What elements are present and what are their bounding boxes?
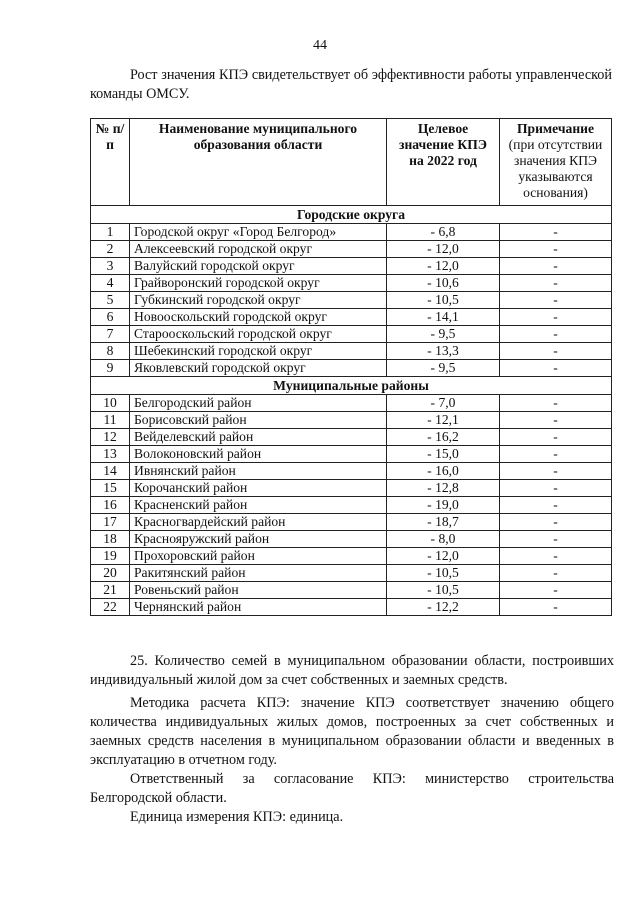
section-title: Муниципальные районы (91, 377, 612, 395)
row-target-value: - 7,0 (387, 395, 500, 412)
row-name: Новооскольский городской округ (130, 309, 387, 326)
row-name: Красногвардейский район (130, 514, 387, 531)
page-number: 44 (313, 38, 327, 53)
row-number: 18 (91, 531, 130, 548)
table-row (91, 395, 612, 412)
row-number: 3 (91, 258, 130, 275)
row-number: 16 (91, 497, 130, 514)
row-target-value: - 12,0 (387, 548, 500, 565)
row-number: 11 (91, 412, 130, 429)
row-note: - (500, 292, 612, 309)
row-note: - (500, 429, 612, 446)
row-note: - (500, 395, 612, 412)
row-target-value: - 19,0 (387, 497, 500, 514)
table-row (91, 224, 612, 241)
row-number: 12 (91, 429, 130, 446)
table-row (91, 446, 612, 463)
row-name: Старооскольский городской округ (130, 326, 387, 343)
footer-methodology: Методика расчета КПЭ: значение КПЭ соответствует значению общего количества индивидуальных жилых домов, построенных за счет собственных и заемных средств населения в муниципальном образовании области и введенных в эксплуатацию в отчетном году. (90, 695, 614, 768)
footer-responsible: Ответственный за согласование КПЭ: министерство строительства Белгородской области. (90, 771, 614, 806)
row-number: 14 (91, 463, 130, 480)
row-name: Городской округ «Город Белгород» (130, 224, 387, 241)
row-note: - (500, 599, 612, 616)
row-name: Яковлевский городской округ (130, 360, 387, 377)
row-name: Белгородский район (130, 395, 387, 412)
row-number: 17 (91, 514, 130, 531)
table-row (91, 599, 612, 616)
intro-paragraph (90, 66, 612, 104)
row-name: Алексеевский городской округ (130, 241, 387, 258)
row-number: 13 (91, 446, 130, 463)
table-row (91, 412, 612, 429)
row-note: - (500, 480, 612, 497)
row-note: - (500, 326, 612, 343)
row-note: - (500, 463, 612, 480)
table-row (91, 360, 612, 377)
row-note: - (500, 343, 612, 360)
row-number: 7 (91, 326, 130, 343)
row-name: Красненский район (130, 497, 387, 514)
row-note: - (500, 224, 612, 241)
row-note: - (500, 241, 612, 258)
table-row (91, 480, 612, 497)
row-name: Ивнянский район (130, 463, 387, 480)
row-note: - (500, 309, 612, 326)
header-note-detail: (при отсутствии значения КПЭ указываются основания) (508, 137, 603, 200)
row-note: - (500, 531, 612, 548)
row-target-value: - 10,5 (387, 292, 500, 309)
row-name: Корочанский район (130, 480, 387, 497)
row-target-value: - 13,3 (387, 343, 500, 360)
section-title: Городские округа (91, 206, 612, 224)
row-target-value: - 16,0 (387, 463, 500, 480)
table-row (91, 548, 612, 565)
table-row (91, 343, 612, 360)
section-row (91, 206, 612, 224)
intro-text: Рост значения КПЭ свидетельствует об эффективности работы управленческой команды ОМСУ. (90, 67, 612, 102)
row-target-value: - 6,8 (387, 224, 500, 241)
row-target-value: - 12,1 (387, 412, 500, 429)
table-row (91, 241, 612, 258)
table-row (91, 292, 612, 309)
row-name: Краснояружский район (130, 531, 387, 548)
row-target-value: - 10,6 (387, 275, 500, 292)
row-target-value: - 15,0 (387, 446, 500, 463)
row-number: 21 (91, 582, 130, 599)
row-target-value: - 9,5 (387, 360, 500, 377)
table-row (91, 275, 612, 292)
row-name: Губкинский городской округ (130, 292, 387, 309)
row-target-value: - 16,2 (387, 429, 500, 446)
row-target-value: - 12,0 (387, 241, 500, 258)
row-number: 1 (91, 224, 130, 241)
row-name: Ракитянский район (130, 565, 387, 582)
table-row (91, 514, 612, 531)
row-note: - (500, 446, 612, 463)
row-note: - (500, 548, 612, 565)
row-name: Ровеньский район (130, 582, 387, 599)
table-row (91, 531, 612, 548)
row-number: 4 (91, 275, 130, 292)
table-row (91, 497, 612, 514)
row-target-value: - 12,0 (387, 258, 500, 275)
header-name: Наименование муниципального образования области (130, 119, 387, 206)
table-row (91, 463, 612, 480)
row-note: - (500, 497, 612, 514)
row-note: - (500, 412, 612, 429)
row-number: 8 (91, 343, 130, 360)
row-target-value: - 12,2 (387, 599, 500, 616)
table-row (91, 429, 612, 446)
row-number: 6 (91, 309, 130, 326)
row-note: - (500, 258, 612, 275)
row-name: Прохоровский район (130, 548, 387, 565)
header-num: № п/п (91, 119, 130, 206)
header-note (500, 119, 612, 206)
footer-unit: Единица измерения КПЭ: единица. (130, 809, 344, 825)
row-note: - (500, 565, 612, 582)
table-row (91, 258, 612, 275)
table-body (91, 206, 612, 616)
row-note: - (500, 582, 612, 599)
header-note-title: Примечание (516, 121, 595, 136)
table-row (91, 582, 612, 599)
row-number: 2 (91, 241, 130, 258)
row-target-value: - 12,8 (387, 480, 500, 497)
table-header (91, 119, 612, 206)
row-target-value: - 9,5 (387, 326, 500, 343)
footer-text (90, 652, 614, 827)
row-target-value: - 8,0 (387, 531, 500, 548)
table-row (91, 309, 612, 326)
row-name: Борисовский район (130, 412, 387, 429)
row-number: 9 (91, 360, 130, 377)
row-name: Чернянский район (130, 599, 387, 616)
row-number: 20 (91, 565, 130, 582)
table-row (91, 565, 612, 582)
row-name: Волоконовский район (130, 446, 387, 463)
row-number: 5 (91, 292, 130, 309)
row-name: Вейделевский район (130, 429, 387, 446)
row-name: Шебекинский городской округ (130, 343, 387, 360)
row-number: 15 (91, 480, 130, 497)
row-number: 19 (91, 548, 130, 565)
table-row (91, 326, 612, 343)
row-target-value: - 10,5 (387, 582, 500, 599)
header-target: Целевое значение КПЭ на 2022 год (387, 119, 500, 206)
row-name: Валуйский городской округ (130, 258, 387, 275)
row-number: 22 (91, 599, 130, 616)
kpe-table (90, 118, 612, 616)
row-name: Грайворонский городской округ (130, 275, 387, 292)
row-target-value: - 10,5 (387, 565, 500, 582)
footer-item-title: 25. Количество семей в муниципальном образовании области, построивших индивидуальный жилой дом за счет собственных и заемных средств. (90, 653, 614, 688)
row-note: - (500, 360, 612, 377)
row-note: - (500, 514, 612, 531)
row-target-value: - 18,7 (387, 514, 500, 531)
row-target-value: - 14,1 (387, 309, 500, 326)
row-note: - (500, 275, 612, 292)
row-number: 10 (91, 395, 130, 412)
section-row (91, 377, 612, 395)
